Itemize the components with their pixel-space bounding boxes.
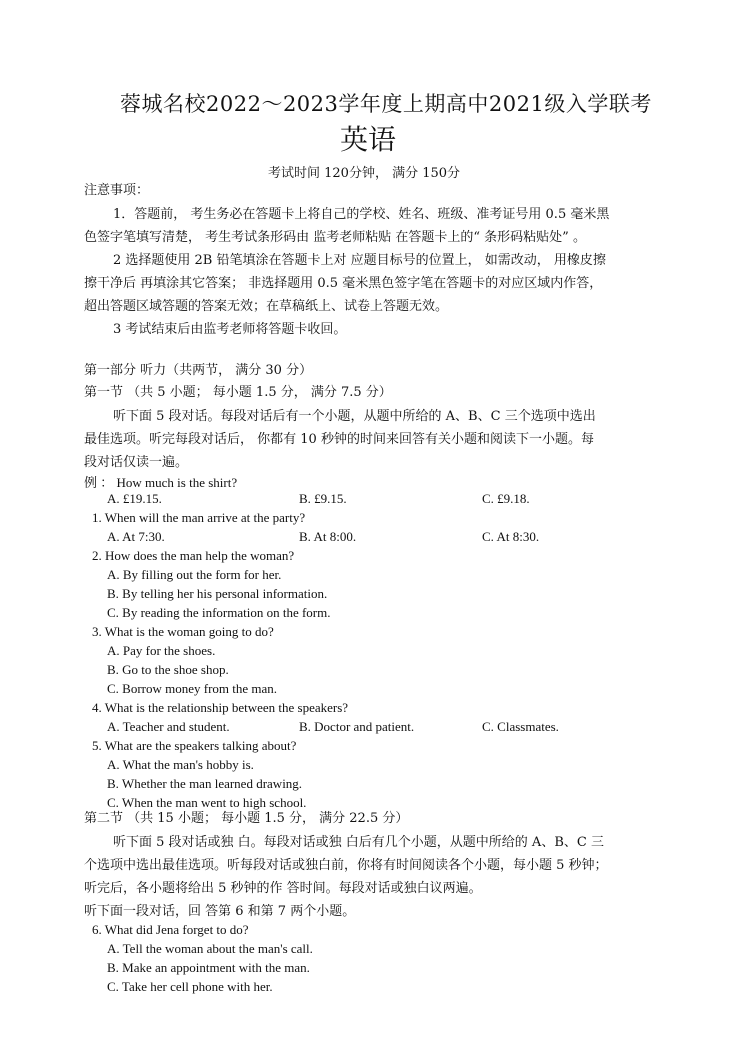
section2-heading: 第二节 （共 15 小题； 每小题 1.5 分， 满分 22.5 分） — [84, 811, 409, 826]
q6-option-a: A. Tell the woman about the man's call. — [107, 941, 313, 956]
question-3: 3. What is the woman going to do? — [92, 624, 274, 639]
note-line: 1．答题前， 考生务必在答题卡上将自己的学校、姓名、班级、准考证号用 0.5 毫米黑 — [113, 207, 610, 222]
exam-info: 考试时间 120分钟， 满分 150分 — [268, 166, 461, 181]
question-5: 5. What are the speakers talking about? — [92, 738, 297, 753]
q4-option-b: B. Doctor and patient. — [299, 719, 415, 734]
example-question: 例 ： How much is the shirt? — [84, 475, 238, 490]
q1-option-c: C. At 8:30. — [482, 529, 540, 544]
section2-instruction: 听下面 5 段对话或独 白。每段对话或独 白后有几个小题，从题中所给的 A、B、C 三 — [113, 835, 604, 850]
note-line: 2 选择题使用 2B 铅笔填涂在答题卡上对 应题目标号的位置上， 如需改动， 用橡皮擦 — [113, 253, 606, 268]
q2-option-b: B. By telling her his personal information. — [107, 586, 328, 601]
question-2: 2. How does the man help the woman? — [92, 548, 295, 563]
question-6: 6. What did Jena forget to do? — [92, 922, 249, 937]
note-line: 3 考试结束后由监考老师将答题卡收回。 — [113, 322, 347, 337]
q3-option-a: A. Pay for the shoes. — [107, 643, 216, 658]
q6-option-c: C. Take her cell phone with her. — [107, 979, 273, 994]
q3-option-c: C. Borrow money from the man. — [107, 681, 278, 696]
section2-instruction: 听完后，各小题将给出 5 秒钟的作 答时间。每段对话或独白议两遍。 — [84, 881, 482, 896]
example-option-b: B. £9.15. — [299, 491, 347, 506]
q5-option-b: B. Whether the man learned drawing. — [107, 776, 303, 791]
q4-option-c: C. Classmates. — [482, 719, 559, 734]
section2-instruction: 个选项中选出最佳选项。听每段对话或独白前，你将有时间阅读各个小题，每小题 5 秒钟； — [84, 858, 608, 873]
q1-option-a: A. At 7:30. — [107, 529, 165, 544]
note-line: 擦干净后 再填涂其它答案； 非选择题用 0.5 毫米黑色签字笔在答题卡的对应区域内作答， — [84, 276, 603, 291]
q6-option-b: B. Make an appointment with the man. — [107, 960, 310, 975]
q2-option-c: C. By reading the information on the form. — [107, 605, 331, 620]
notes-heading: 注意事项： — [84, 183, 150, 198]
part1-heading: 第一部分 听力（共两节， 满分 30 分） — [84, 363, 313, 378]
example-option-c: C. £9.18. — [482, 491, 530, 506]
q5-option-a: A. What the man's hobby is. — [107, 757, 254, 772]
example-option-a: A. £19.15. — [107, 491, 162, 506]
q5-option-c: C. When the man went to high school. — [107, 795, 307, 810]
q1-option-b: B. At 8:00. — [299, 529, 357, 544]
q2-option-a: A. By filling out the form for her. — [107, 567, 282, 582]
section1-instruction: 最佳选项。听完每段对话后， 你都有 10 秒钟的时间来回答有关小题和阅读下一小题。每 — [84, 432, 594, 447]
note-line: 色签字笔填写清楚， 考生考试条形码由 监考老师粘贴 在答题卡上的“ 条形码粘贴处” 。 — [84, 230, 586, 245]
subject-title: 英语 — [340, 123, 397, 156]
exam-title: 蓉城名校2022～2023学年度上期高中2021级入学联考 — [120, 92, 652, 116]
note-line: 超出答题区域答题的答案无效；在草稿纸上、试卷上答题无效。 — [84, 299, 449, 314]
section1-heading: 第一节 （共 5 小题； 每小题 1.5 分， 满分 7.5 分） — [84, 385, 392, 400]
section2-lead: 听下面一段对话，回 答第 6 和第 7 两个小题。 — [84, 904, 356, 919]
q4-option-a: A. Teacher and student. — [107, 719, 230, 734]
q3-option-b: B. Go to the shoe shop. — [107, 662, 229, 677]
section1-instruction: 段对话仅读一遍。 — [84, 455, 189, 470]
question-1: 1. When will the man arrive at the party? — [92, 510, 306, 525]
section1-instruction: 听下面 5 段对话。每段对话后有一个小题，从题中所给的 A、B、C 三个选项中选出 — [113, 409, 596, 424]
question-4: 4. What is the relationship between the speakers? — [92, 700, 349, 715]
